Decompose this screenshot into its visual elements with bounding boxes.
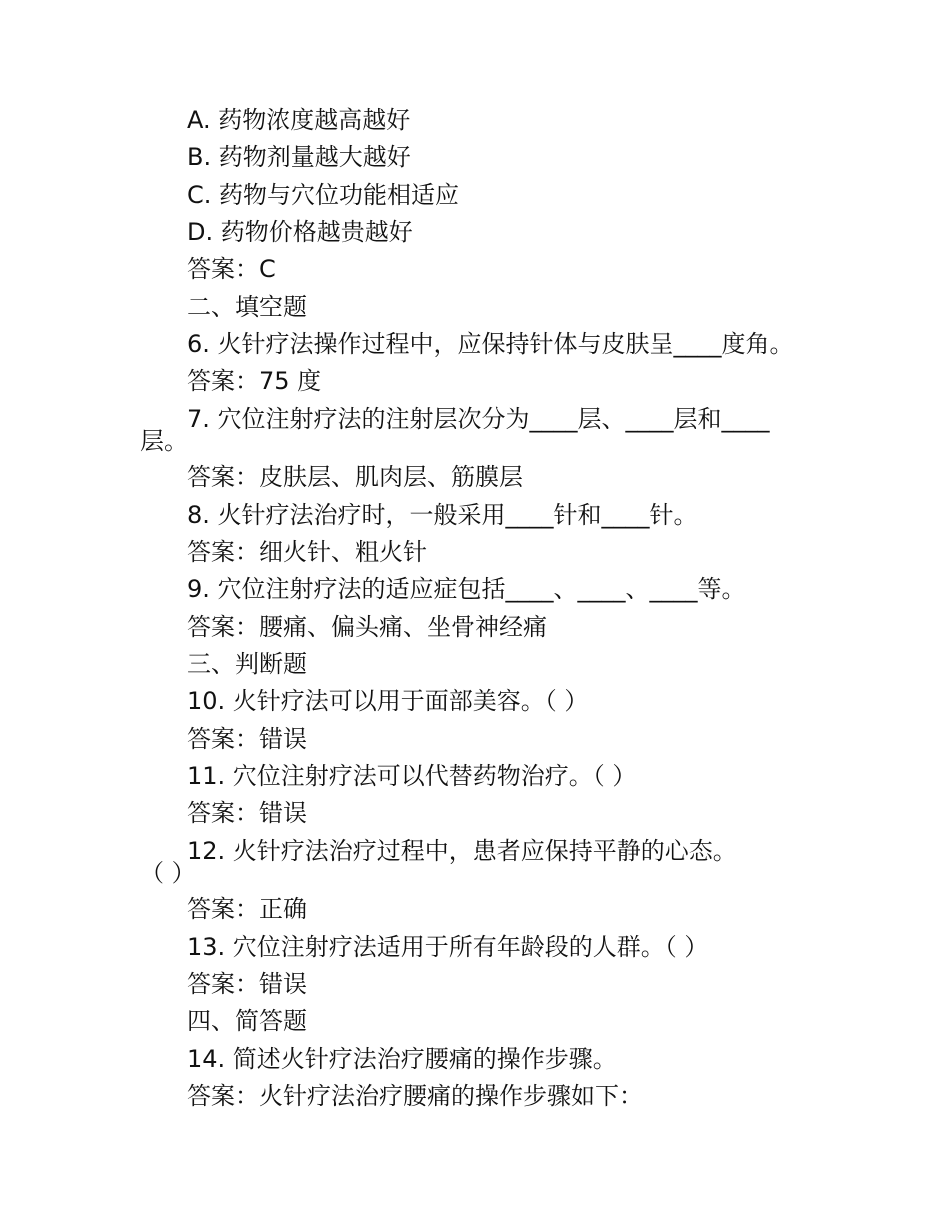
answer-9: 答案：腰痛、偏头痛、坐骨神经痛	[187, 613, 547, 641]
question-7-continued: 层。	[140, 427, 188, 455]
option-d: D. 药物价格越贵越好	[187, 218, 413, 246]
question-6: 6. 火针疗法操作过程中，应保持针体与皮肤呈____度角。	[187, 330, 794, 358]
answer-7: 答案：皮肤层、肌肉层、筋膜层	[187, 463, 523, 491]
answer-6: 答案：75 度	[187, 367, 322, 395]
section-short-answer-heading: 四、简答题	[187, 1007, 307, 1035]
answer-14: 答案：火针疗法治疗腰痛的操作步骤如下：	[187, 1082, 643, 1110]
answer-8: 答案：细火针、粗火针	[187, 538, 427, 566]
answer-12: 答案：正确	[187, 895, 307, 923]
question-7: 7. 穴位注射疗法的注射层次分为____层、____层和____	[187, 405, 770, 433]
question-10: 10. 火针疗法可以用于面部美容。（ ）	[187, 687, 589, 715]
option-a: A. 药物浓度越高越好	[187, 106, 411, 134]
question-11: 11. 穴位注射疗法可以代替药物治疗。（ ）	[187, 762, 637, 790]
answer-13: 答案：错误	[187, 970, 307, 998]
option-c: C. 药物与穴位功能相适应	[187, 181, 460, 209]
answer-10: 答案：错误	[187, 725, 307, 753]
question-13: 13. 穴位注射疗法适用于所有年龄段的人群。（ ）	[187, 933, 709, 961]
question-8: 8. 火针疗法治疗时，一般采用____针和____针。	[187, 501, 698, 529]
option-b: B. 药物剂量越大越好	[187, 143, 411, 171]
question-14: 14. 简述火针疗法治疗腰痛的操作步骤。	[187, 1045, 617, 1073]
question-12: 12. 火针疗法治疗过程中，患者应保持平静的心态。	[187, 837, 737, 865]
question-9: 9. 穴位注射疗法的适应症包括____、____、____等。	[187, 575, 746, 603]
answer-11: 答案：错误	[187, 799, 307, 827]
section-true-false-heading: 三、判断题	[187, 650, 307, 678]
question-12-continued: （ ）	[140, 859, 196, 887]
answer-5: 答案：C	[187, 255, 276, 283]
section-fill-blank-heading: 二、填空题	[187, 293, 307, 321]
